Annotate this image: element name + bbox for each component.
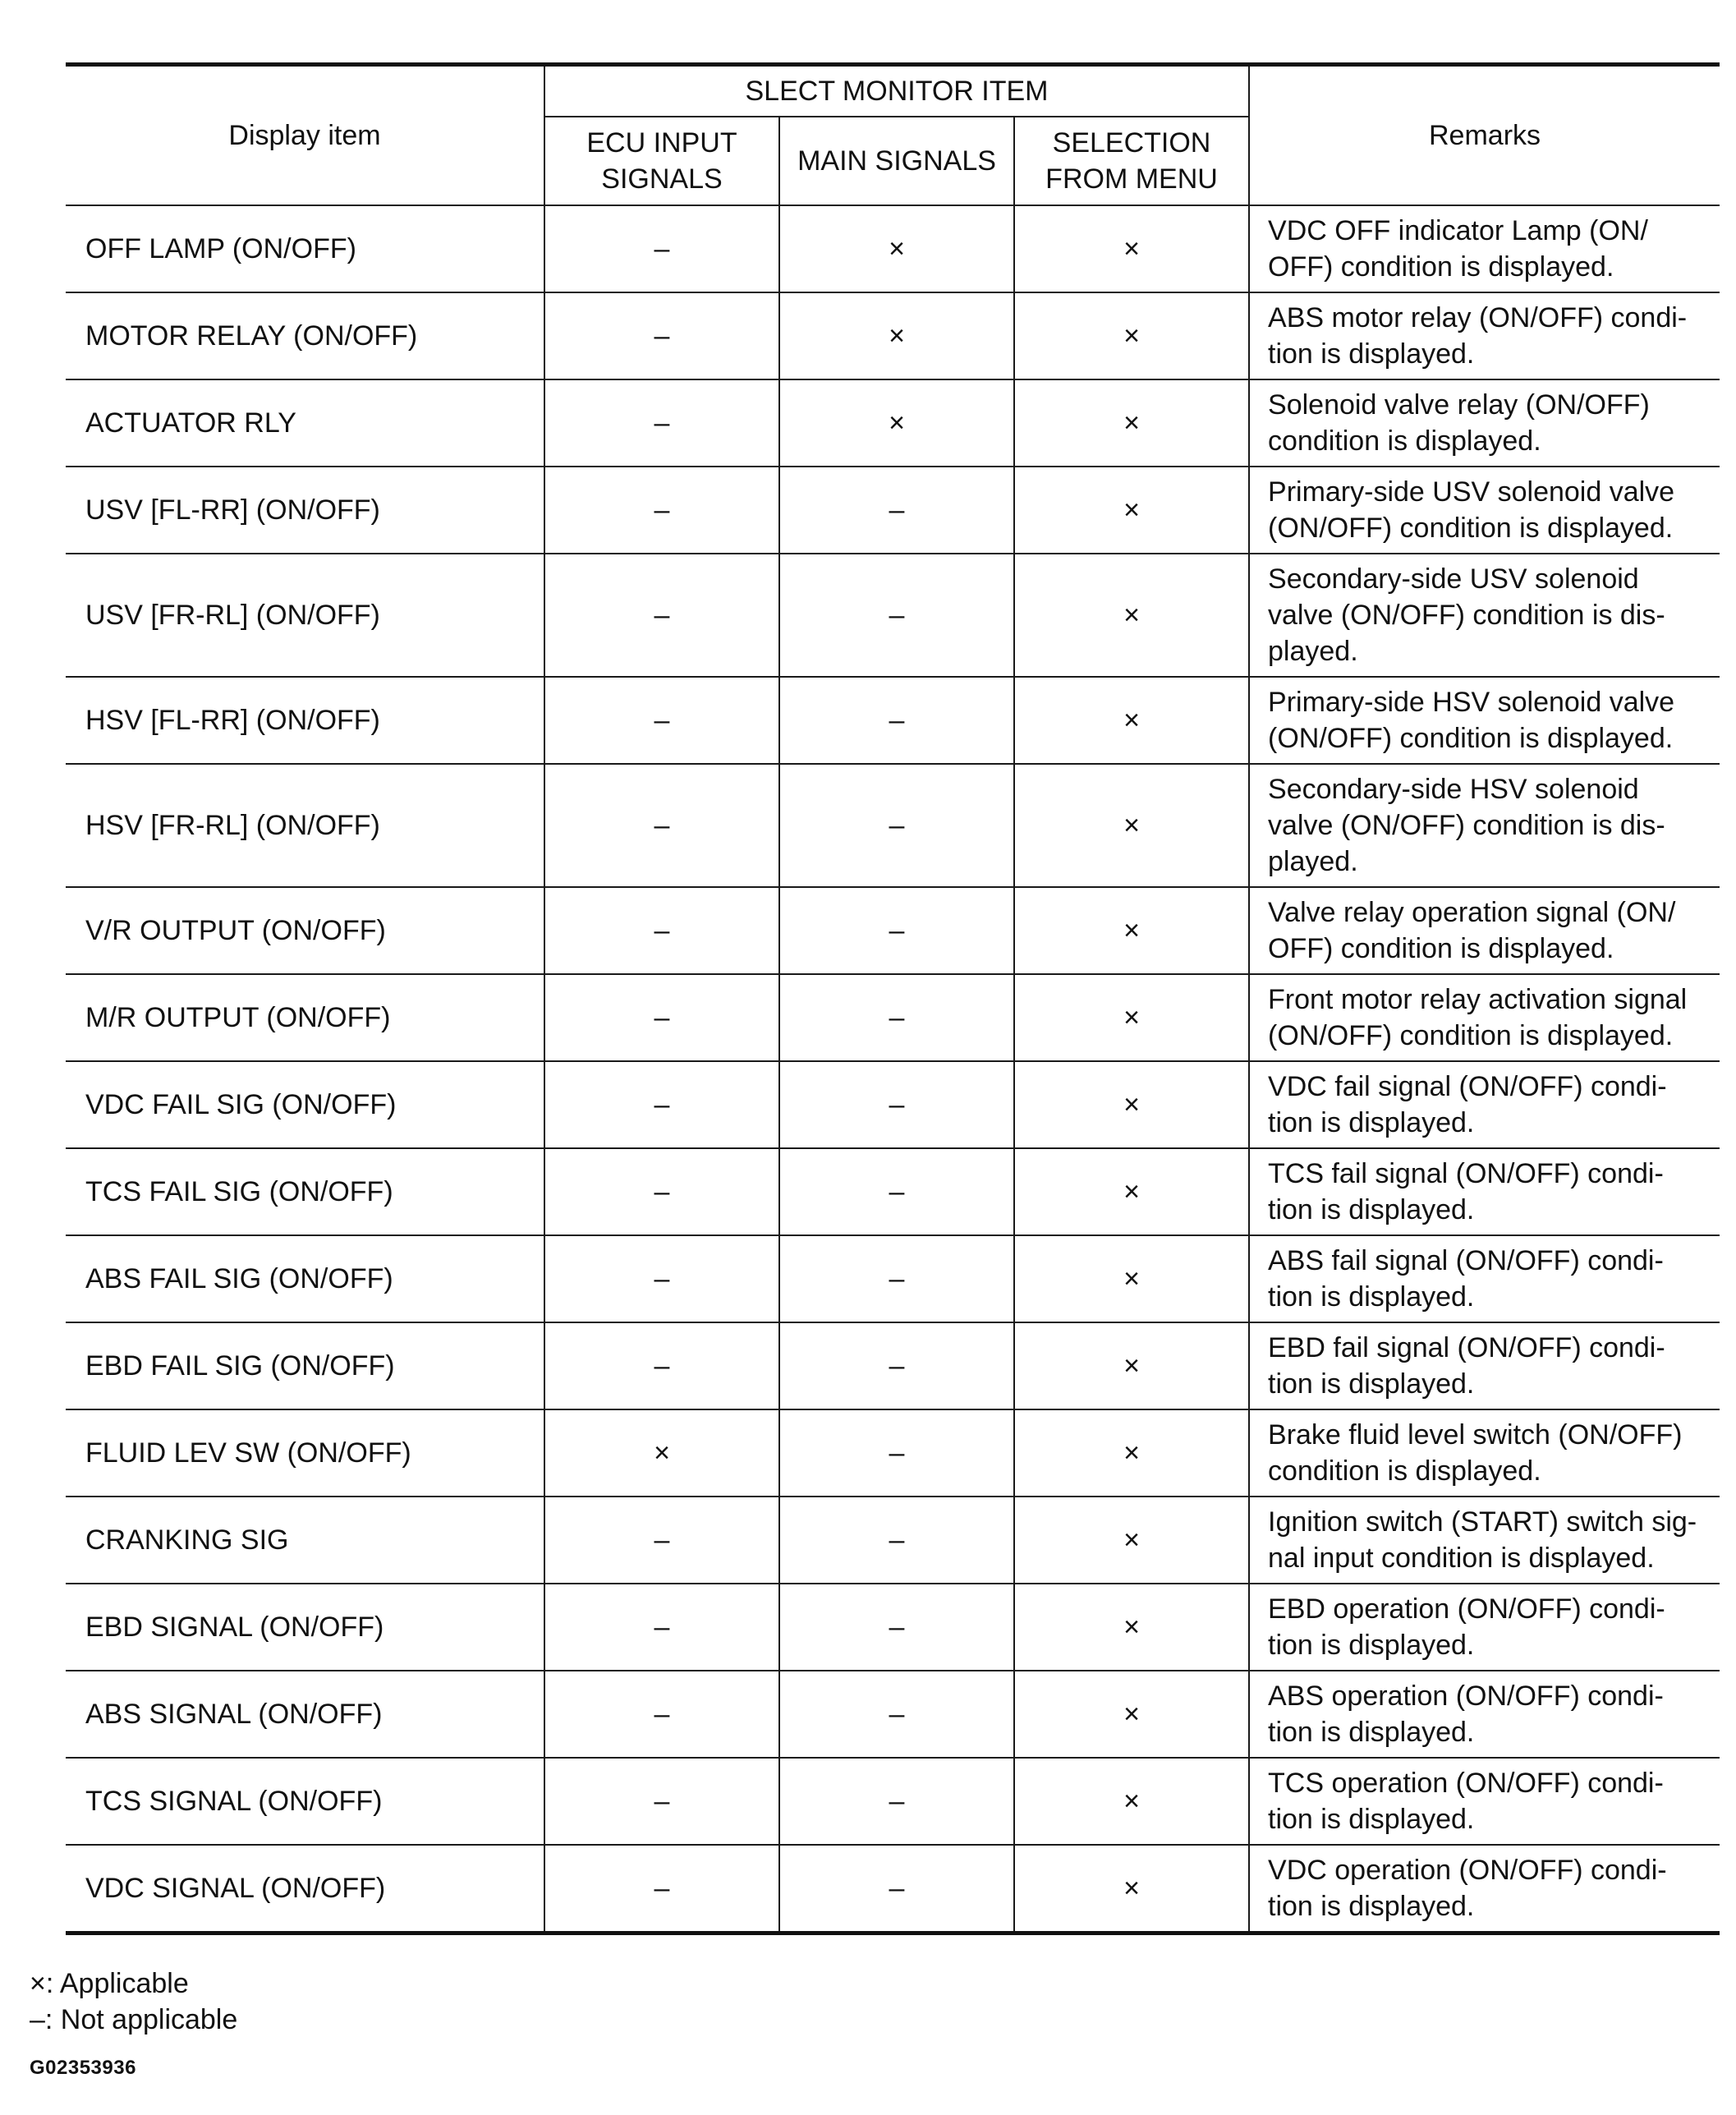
ecu-input-cell: – — [544, 1148, 779, 1235]
selection-menu-cell: × — [1014, 1061, 1249, 1148]
table-row — [66, 1671, 1720, 1758]
header-select-monitor-item: SLECT MONITOR ITEM — [544, 65, 1249, 117]
display-item-cell: V/R OUTPUT (ON/OFF) — [66, 887, 544, 974]
main-signals-cell: – — [779, 467, 1014, 554]
selection-menu-cell: × — [1014, 379, 1249, 467]
remarks-cell: Primary-side HSV solenoid valve (ON/OFF) condition is displayed. — [1249, 677, 1720, 764]
ecu-input-cell: – — [544, 1758, 779, 1845]
table-row — [66, 1409, 1720, 1497]
main-signals-cell: – — [779, 1061, 1014, 1148]
legend — [30, 1966, 237, 2038]
main-signals-cell: × — [779, 205, 1014, 292]
display-item-cell: MOTOR RELAY (ON/OFF) — [66, 292, 544, 379]
table-row — [66, 1322, 1720, 1409]
selection-menu-cell: × — [1014, 1148, 1249, 1235]
display-item-cell: ACTUATOR RLY — [66, 379, 544, 467]
table-body — [66, 205, 1720, 1933]
remarks-cell: ABS motor relay (ON/OFF) condi- tion is displayed. — [1249, 292, 1720, 379]
selection-menu-cell: × — [1014, 1235, 1249, 1322]
ecu-input-cell: – — [544, 292, 779, 379]
table-row — [66, 1148, 1720, 1235]
display-item-cell: HSV [FR-RL] (ON/OFF) — [66, 764, 544, 887]
display-item-cell: HSV [FL-RR] (ON/OFF) — [66, 677, 544, 764]
ecu-input-cell: – — [544, 205, 779, 292]
display-item-cell: TCS SIGNAL (ON/OFF) — [66, 1758, 544, 1845]
display-item-cell: EBD SIGNAL (ON/OFF) — [66, 1584, 544, 1671]
header-main-signals: MAIN SIGNALS — [779, 117, 1014, 205]
selection-menu-cell: × — [1014, 1409, 1249, 1497]
remarks-cell: Solenoid valve relay (ON/OFF) condition is displayed. — [1249, 379, 1720, 467]
display-item-cell: TCS FAIL SIG (ON/OFF) — [66, 1148, 544, 1235]
ecu-input-cell: – — [544, 554, 779, 677]
header-remarks: Remarks — [1249, 65, 1720, 206]
display-item-cell: VDC FAIL SIG (ON/OFF) — [66, 1061, 544, 1148]
main-signals-cell: – — [779, 1497, 1014, 1584]
legend-applicable: ×: Applicable — [30, 1968, 189, 1999]
monitor-item-sheet — [66, 62, 1720, 1935]
remarks-cell: Secondary-side HSV solenoid valve (ON/OFF) condition is dis- played. — [1249, 764, 1720, 887]
selection-menu-cell: × — [1014, 1845, 1249, 1933]
ecu-input-cell: – — [544, 1845, 779, 1933]
table-row — [66, 1584, 1720, 1671]
selection-menu-cell: × — [1014, 1671, 1249, 1758]
ecu-input-cell: – — [544, 1671, 779, 1758]
main-signals-cell: – — [779, 1845, 1014, 1933]
display-item-cell: USV [FL-RR] (ON/OFF) — [66, 467, 544, 554]
table-row — [66, 292, 1720, 379]
ecu-input-cell: – — [544, 887, 779, 974]
main-signals-cell: – — [779, 1584, 1014, 1671]
main-signals-cell: – — [779, 887, 1014, 974]
table-row — [66, 974, 1720, 1061]
selection-menu-cell: × — [1014, 887, 1249, 974]
main-signals-cell: – — [779, 764, 1014, 887]
ecu-input-cell: – — [544, 379, 779, 467]
table-row — [66, 379, 1720, 467]
header-selection-from-menu: SELECTION FROM MENU — [1014, 117, 1249, 205]
remarks-cell: TCS fail signal (ON/OFF) condi- tion is displayed. — [1249, 1148, 1720, 1235]
table-row — [66, 887, 1720, 974]
table-row — [66, 764, 1720, 887]
main-signals-cell: – — [779, 1758, 1014, 1845]
ecu-input-cell: – — [544, 1061, 779, 1148]
selection-menu-cell: × — [1014, 1584, 1249, 1671]
selection-menu-cell: × — [1014, 677, 1249, 764]
table-row — [66, 205, 1720, 292]
selection-menu-cell: × — [1014, 1322, 1249, 1409]
main-signals-cell: – — [779, 1235, 1014, 1322]
table-row — [66, 1061, 1720, 1148]
main-signals-cell: – — [779, 1322, 1014, 1409]
display-item-cell: ABS SIGNAL (ON/OFF) — [66, 1671, 544, 1758]
main-signals-cell: – — [779, 677, 1014, 764]
main-signals-cell: – — [779, 1671, 1014, 1758]
ecu-input-cell: – — [544, 1584, 779, 1671]
remarks-cell: VDC OFF indicator Lamp (ON/ OFF) condition is displayed. — [1249, 205, 1720, 292]
display-item-cell: ABS FAIL SIG (ON/OFF) — [66, 1235, 544, 1322]
ecu-input-cell: – — [544, 1235, 779, 1322]
ecu-input-cell: – — [544, 677, 779, 764]
legend-not-applicable: –: Not applicable — [30, 2004, 238, 2035]
header-ecu-input-signals: ECU INPUT SIGNALS — [544, 117, 779, 205]
table-row — [66, 554, 1720, 677]
table-row — [66, 467, 1720, 554]
table-row — [66, 1845, 1720, 1933]
table-header — [66, 65, 1720, 206]
table-row — [66, 677, 1720, 764]
remarks-cell: EBD fail signal (ON/OFF) condi- tion is displayed. — [1249, 1322, 1720, 1409]
selection-menu-cell: × — [1014, 1497, 1249, 1584]
ecu-input-cell: – — [544, 1497, 779, 1584]
remarks-cell: TCS operation (ON/OFF) condi- tion is displayed. — [1249, 1758, 1720, 1845]
remarks-cell: Ignition switch (START) switch sig- nal input condition is displayed. — [1249, 1497, 1720, 1584]
ecu-input-cell: – — [544, 467, 779, 554]
display-item-cell: M/R OUTPUT (ON/OFF) — [66, 974, 544, 1061]
table-row — [66, 1497, 1720, 1584]
display-item-cell: FLUID LEV SW (ON/OFF) — [66, 1409, 544, 1497]
main-signals-cell: – — [779, 974, 1014, 1061]
remarks-cell: Valve relay operation signal (ON/ OFF) condition is displayed. — [1249, 887, 1720, 974]
main-signals-cell: – — [779, 1409, 1014, 1497]
remarks-cell: VDC fail signal (ON/OFF) condi- tion is displayed. — [1249, 1061, 1720, 1148]
monitor-item-table — [66, 62, 1720, 1935]
selection-menu-cell: × — [1014, 292, 1249, 379]
selection-menu-cell: × — [1014, 974, 1249, 1061]
ecu-input-cell: – — [544, 1322, 779, 1409]
remarks-cell: VDC operation (ON/OFF) condi- tion is displayed. — [1249, 1845, 1720, 1933]
display-item-cell: USV [FR-RL] (ON/OFF) — [66, 554, 544, 677]
table-row — [66, 1758, 1720, 1845]
remarks-cell: Secondary-side USV solenoid valve (ON/OFF) condition is dis- played. — [1249, 554, 1720, 677]
remarks-cell: Primary-side USV solenoid valve (ON/OFF) condition is displayed. — [1249, 467, 1720, 554]
remarks-cell: ABS operation (ON/OFF) condi- tion is displayed. — [1249, 1671, 1720, 1758]
selection-menu-cell: × — [1014, 205, 1249, 292]
display-item-cell: EBD FAIL SIG (ON/OFF) — [66, 1322, 544, 1409]
selection-menu-cell: × — [1014, 467, 1249, 554]
main-signals-cell: – — [779, 554, 1014, 677]
display-item-cell: VDC SIGNAL (ON/OFF) — [66, 1845, 544, 1933]
ecu-input-cell: – — [544, 764, 779, 887]
table-row — [66, 1235, 1720, 1322]
remarks-cell: Front motor relay activation signal (ON/OFF) condition is displayed. — [1249, 974, 1720, 1061]
main-signals-cell: × — [779, 292, 1014, 379]
selection-menu-cell: × — [1014, 1758, 1249, 1845]
ecu-input-cell: × — [544, 1409, 779, 1497]
selection-menu-cell: × — [1014, 764, 1249, 887]
display-item-cell: OFF LAMP (ON/OFF) — [66, 205, 544, 292]
header-display-item: Display item — [66, 65, 544, 206]
display-item-cell: CRANKING SIG — [66, 1497, 544, 1584]
remarks-cell: ABS fail signal (ON/OFF) condi- tion is displayed. — [1249, 1235, 1720, 1322]
remarks-cell: EBD operation (ON/OFF) condi- tion is displayed. — [1249, 1584, 1720, 1671]
figure-id: G02353936 — [30, 2057, 136, 2079]
ecu-input-cell: – — [544, 974, 779, 1061]
main-signals-cell: × — [779, 379, 1014, 467]
main-signals-cell: – — [779, 1148, 1014, 1235]
remarks-cell: Brake fluid level switch (ON/OFF) condition is displayed. — [1249, 1409, 1720, 1497]
selection-menu-cell: × — [1014, 554, 1249, 677]
